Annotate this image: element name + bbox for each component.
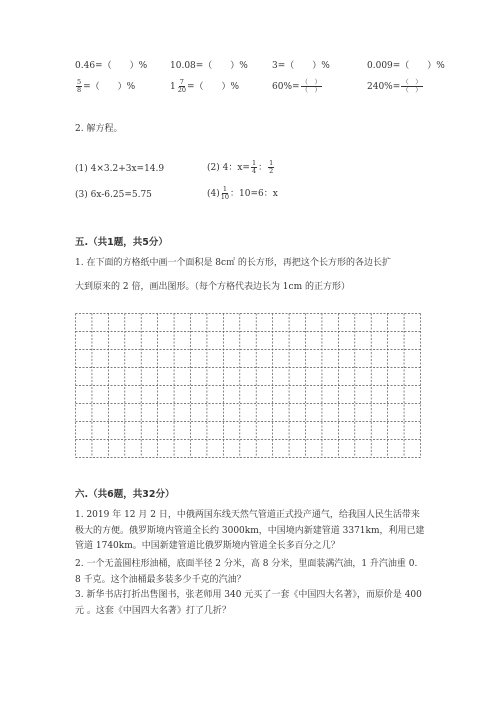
q2-title: 2. 解方程。 <box>75 124 123 134</box>
problem-2: 2. 一个无盖圆柱形油桶，底面半径 2 分米，高 8 分米，里面装满汽油，1 升汽油重 0. 8 千克。这个油桶最多装多少千克的汽油？ <box>75 559 418 585</box>
blank-3: 3=（ ）% <box>272 61 330 71</box>
section-5-heading: 五.（共1题，共5分） <box>75 237 168 248</box>
mixed-number: 1 $\frac{7}{20}$ <box>170 78 187 94</box>
blank-10-08: 10.08=（ ）% <box>170 61 248 71</box>
blank-0-009: 0.009=（ ）% <box>367 61 445 71</box>
problem-3: 3. 新华书店打折出售图书，张老师用 340 元买了一套《中国四大名著》，而原价是 400 元 。这套《中国四大名著》打了几折？ <box>75 590 422 616</box>
blank-one-seven-twentieths: 1 $\frac{7}{20}$ =（ ）% <box>170 78 240 94</box>
section-6-heading: 六.（共6题，共32分） <box>75 489 175 500</box>
equation-4: (4) $\frac{1}{10}$ ：10=6：x <box>207 185 278 201</box>
equation-3: (3) 6x-6.25=5.75 <box>75 190 152 200</box>
fraction-5-8: $\frac{5}{8}$ <box>77 78 82 94</box>
section-5-line-1: 1. 在下面的方格纸中画一个面积是 8c㎡ 的长方形，再把这个长方形的各边长扩 <box>75 258 391 268</box>
blank-240-percent: 240%= $\frac{( )}{( )}$ <box>367 78 422 94</box>
square-grid-paper[interactable] <box>75 313 421 458</box>
equation-1: (1) 4×3.2+3x=14.9 <box>75 164 165 174</box>
equation-2: (2) 4：x= $\frac{1}{4}$ ： $\frac{1}{2}$ <box>207 159 274 175</box>
blank-five-eighths: $\frac{5}{8}$ =（ ）% <box>77 78 136 94</box>
blank-0-46: 0.46=（ ）% <box>75 61 148 71</box>
problem-1: 1. 2019 年 12 月 2 日，中俄两国东线天然气管道正式投产通气，给我国人民生活带来极大的方便。俄罗斯境内管道全长约 3000km，中国境内新建管道 3371km，利用已建管道 1740km。中国新建管道比俄罗斯境内管道全长多百分之几？ <box>75 510 425 551</box>
blank-60-percent: 60%= $\frac{( )}{( )}$ <box>272 78 322 94</box>
section-5-line-2: 大到原来的 2 倍，画出图形。（每个方格代表边长为 1cm 的正方形） <box>75 282 350 292</box>
